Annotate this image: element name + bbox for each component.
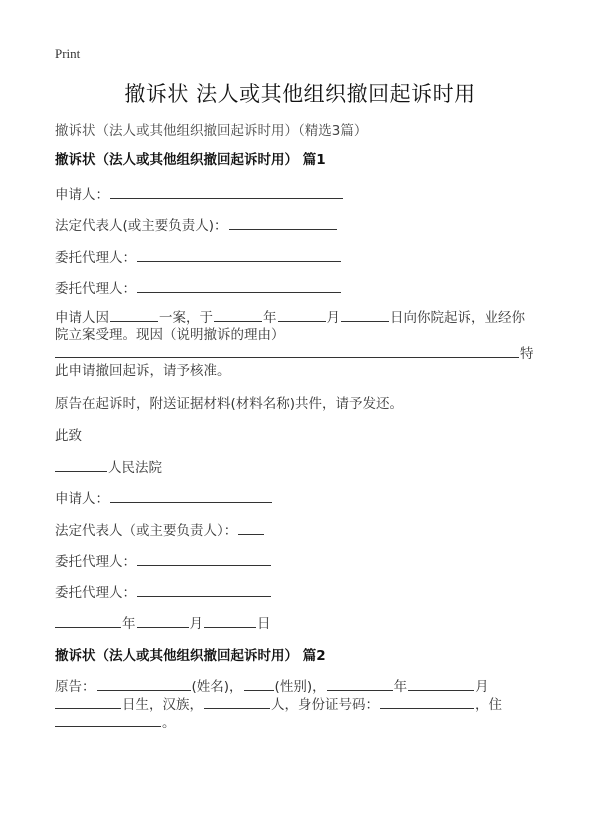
text: 月 bbox=[189, 616, 203, 632]
text: 年 bbox=[263, 310, 277, 326]
body-evidence: 原告在起诉时，附送证据材料(材料名称)共件，请予发还。 bbox=[55, 396, 404, 412]
blank-line bbox=[55, 626, 121, 628]
blank-line bbox=[327, 689, 393, 691]
document-subtitle: 撤诉状（法人或其他组织撤回起诉时用）（精选3篇） bbox=[55, 123, 368, 139]
blank-line bbox=[380, 707, 474, 709]
blank-line bbox=[137, 291, 341, 293]
sig-agent-1 bbox=[55, 550, 272, 570]
text: 年 bbox=[393, 679, 408, 695]
reason-blank-line bbox=[55, 356, 519, 358]
text: 原告： bbox=[55, 679, 96, 695]
page-title: 撤诉状 法人或其他组织撤回起诉时用 bbox=[124, 82, 476, 106]
text: 一案，于 bbox=[159, 310, 213, 326]
field-label: 委托代理人： bbox=[55, 585, 136, 601]
blank-line bbox=[341, 320, 389, 322]
blank-line bbox=[244, 689, 274, 691]
field-label: 申请人： bbox=[55, 187, 109, 203]
blank-line bbox=[408, 689, 474, 691]
text: 申请人因 bbox=[55, 310, 109, 326]
blank-line bbox=[229, 228, 337, 230]
blank-line bbox=[214, 320, 262, 322]
field-label: 委托代理人： bbox=[55, 554, 136, 570]
blank-line bbox=[55, 707, 121, 709]
body-line-2: 院立案受理。现因（说明撤诉的理由） bbox=[55, 327, 285, 343]
blank-line bbox=[110, 197, 343, 199]
section-heading-1: 撤诉状（法人或其他组织撤回起诉时用） 篇1 bbox=[55, 152, 326, 168]
text: 日生，汉族， bbox=[122, 697, 203, 713]
text: 人民法院 bbox=[108, 460, 162, 476]
blank-line bbox=[110, 501, 272, 503]
text: (性别)， bbox=[274, 679, 326, 695]
body-line-4: 此申请撤回起诉，请予核准。 bbox=[55, 363, 231, 379]
blank-line bbox=[110, 320, 158, 322]
field-applicant bbox=[55, 183, 344, 203]
blank-line bbox=[238, 533, 264, 535]
plaintiff-line-2 bbox=[55, 693, 502, 713]
sig-applicant bbox=[55, 487, 273, 507]
blank-line bbox=[55, 725, 161, 727]
text: 。 bbox=[162, 715, 176, 731]
text: 特 bbox=[520, 346, 534, 362]
sig-legal-rep bbox=[55, 519, 265, 539]
text: ，住 bbox=[475, 697, 502, 713]
blank-line bbox=[278, 320, 326, 322]
section-heading-2: 撤诉状（法人或其他组织撤回起诉时用） 篇2 bbox=[55, 648, 326, 664]
blank-line bbox=[137, 260, 341, 262]
blank-line bbox=[97, 689, 191, 691]
sig-date bbox=[55, 612, 271, 632]
text: 人，身份证号码： bbox=[271, 697, 379, 713]
text: 年 bbox=[122, 616, 136, 632]
plaintiff-line-1 bbox=[55, 675, 489, 695]
blank-line bbox=[137, 564, 271, 566]
text: 月 bbox=[475, 679, 489, 695]
field-label: 法定代表人(或主要负责人)： bbox=[55, 218, 228, 234]
blank-line bbox=[137, 595, 271, 597]
field-label: 委托代理人： bbox=[55, 281, 136, 297]
plaintiff-line-3 bbox=[55, 711, 176, 731]
blank-line bbox=[204, 626, 256, 628]
text: (姓名)， bbox=[191, 679, 243, 695]
text: 月 bbox=[326, 310, 340, 326]
text: 日 bbox=[257, 616, 271, 632]
field-label: 法定代表人（或主要负责人）： bbox=[55, 523, 238, 539]
field-label: 申请人： bbox=[55, 491, 109, 507]
field-label: 委托代理人： bbox=[55, 250, 136, 266]
court-line bbox=[55, 456, 162, 476]
blank-line bbox=[204, 707, 270, 709]
salutation: 此致 bbox=[55, 428, 82, 444]
blank-line bbox=[55, 470, 107, 472]
field-agent-1 bbox=[55, 246, 342, 266]
field-agent-2 bbox=[55, 277, 342, 297]
field-legal-rep bbox=[55, 214, 338, 234]
print-link[interactable]: Print bbox=[55, 46, 81, 61]
sig-agent-2 bbox=[55, 581, 272, 601]
text: 日向你院起诉，业经你 bbox=[390, 310, 525, 326]
blank-line bbox=[137, 626, 189, 628]
